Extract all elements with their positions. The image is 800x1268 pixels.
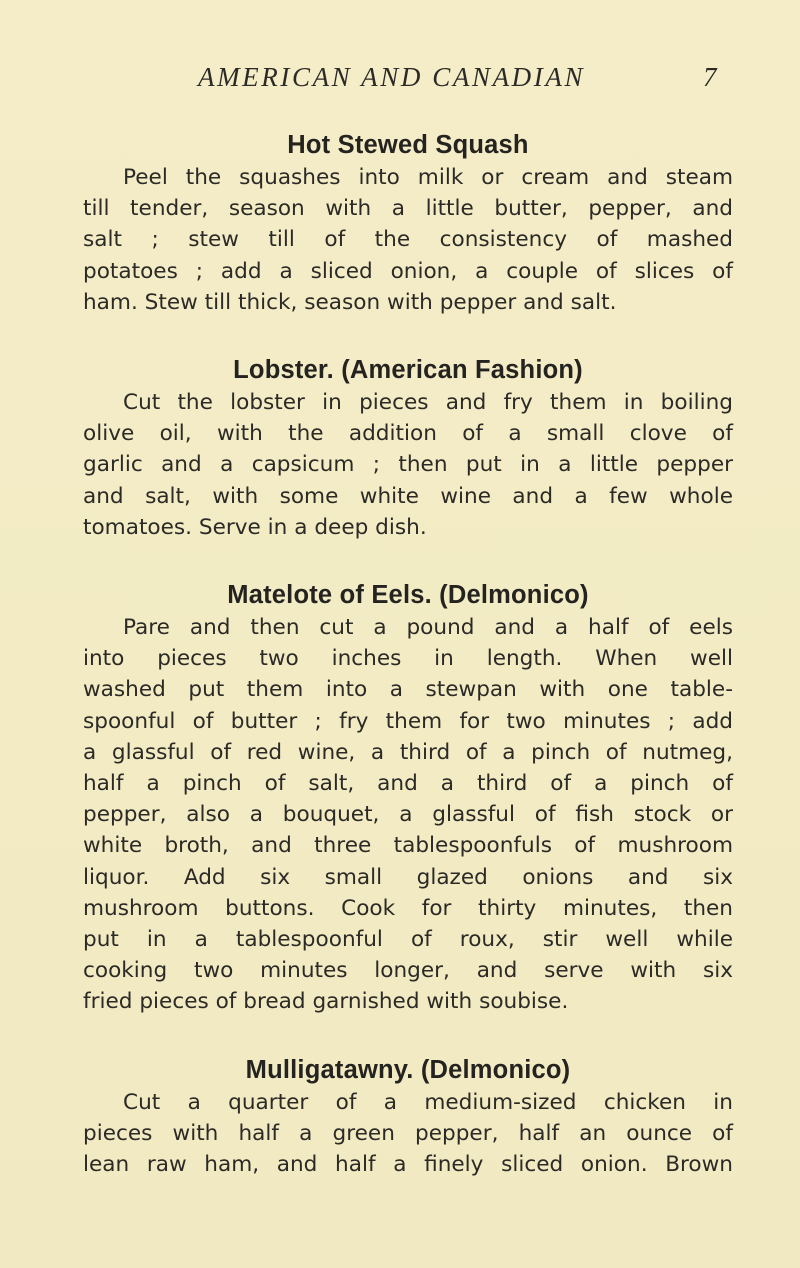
text-line: tomatoes. Serve in a deep dish. [83, 514, 427, 540]
recipe-matelote-of-eels [83, 578, 733, 1018]
text-line: till tender, season with a little butter, pepper, and [83, 196, 733, 222]
text-line: fried pieces of bread garnished with soubise. [83, 989, 569, 1015]
text-line: put in a tablespoonful of roux, stir well while [83, 927, 733, 953]
text-line: cooking two minutes longer, and serve with six [83, 958, 733, 984]
recipe-lobster-american-fashion [83, 353, 733, 543]
text-line: olive oil, with the addition of a small clove of [83, 421, 733, 447]
page-content [83, 128, 733, 1215]
running-head: AMERICAN AND CANADIAN [198, 62, 586, 92]
text-line: Cut the lobster in pieces and fry them in boiling [123, 390, 733, 416]
recipe-text [83, 387, 733, 543]
text-line: white broth, and three tablespoonfuls of mushroom [83, 833, 733, 859]
text-line: washed put them into a stewpan with one table- [83, 677, 733, 703]
text-line: lean raw ham, and half a finely sliced onion. Brown [83, 1152, 733, 1178]
text-line: mushroom buttons. Cook for thirty minutes, then [83, 895, 733, 921]
text-line: Pare and then cut a pound and a half of eels [123, 615, 733, 641]
text-line: ham. Stew till thick, season with pepper and salt. [83, 289, 617, 315]
recipe-title: Lobster. (American Fashion) [233, 356, 583, 385]
text-line: Cut a quarter of a medium-sized chicken in [123, 1089, 733, 1115]
text-line: pepper, also a bouquet, a glassful of fish stock or [83, 802, 733, 828]
recipe-mulligatawny [83, 1053, 733, 1181]
text-line: and salt, with some white wine and a few whole [83, 483, 733, 509]
page-number: 7 [703, 62, 717, 92]
text-line: into pieces two inches in length. When well [83, 646, 733, 672]
text-line: garlic and a capsicum ; then put in a little pepper [83, 452, 733, 478]
text-line: half a pinch of salt, and a third of a pinch of [83, 771, 733, 797]
recipe-title: Hot Stewed Squash [287, 131, 529, 159]
text-line: a glassful of red wine, a third of a pinch of nutmeg, [83, 739, 733, 765]
recipe-title: Mulligatawny. (Delmonico) [245, 1055, 571, 1084]
recipe-title: Matelote of Eels. (Delmonico) [227, 581, 589, 610]
text-line: spoonful of butter ; fry them for two minutes ; add [83, 708, 733, 734]
recipe-text [83, 1087, 733, 1181]
recipe-text [83, 162, 733, 318]
recipe-text [83, 612, 733, 1018]
recipe-hot-stewed-squash [83, 128, 733, 318]
text-line: salt ; stew till of the consistency of mashed [83, 227, 733, 253]
text-line: Peel the squashes into milk or cream and steam [123, 165, 733, 190]
text-line: liquor. Add six small glazed onions and six [83, 864, 733, 890]
text-line: pieces with half a green pepper, half an ounce of [83, 1120, 733, 1146]
text-line: potatoes ; add a sliced onion, a couple of slices of [83, 258, 733, 284]
